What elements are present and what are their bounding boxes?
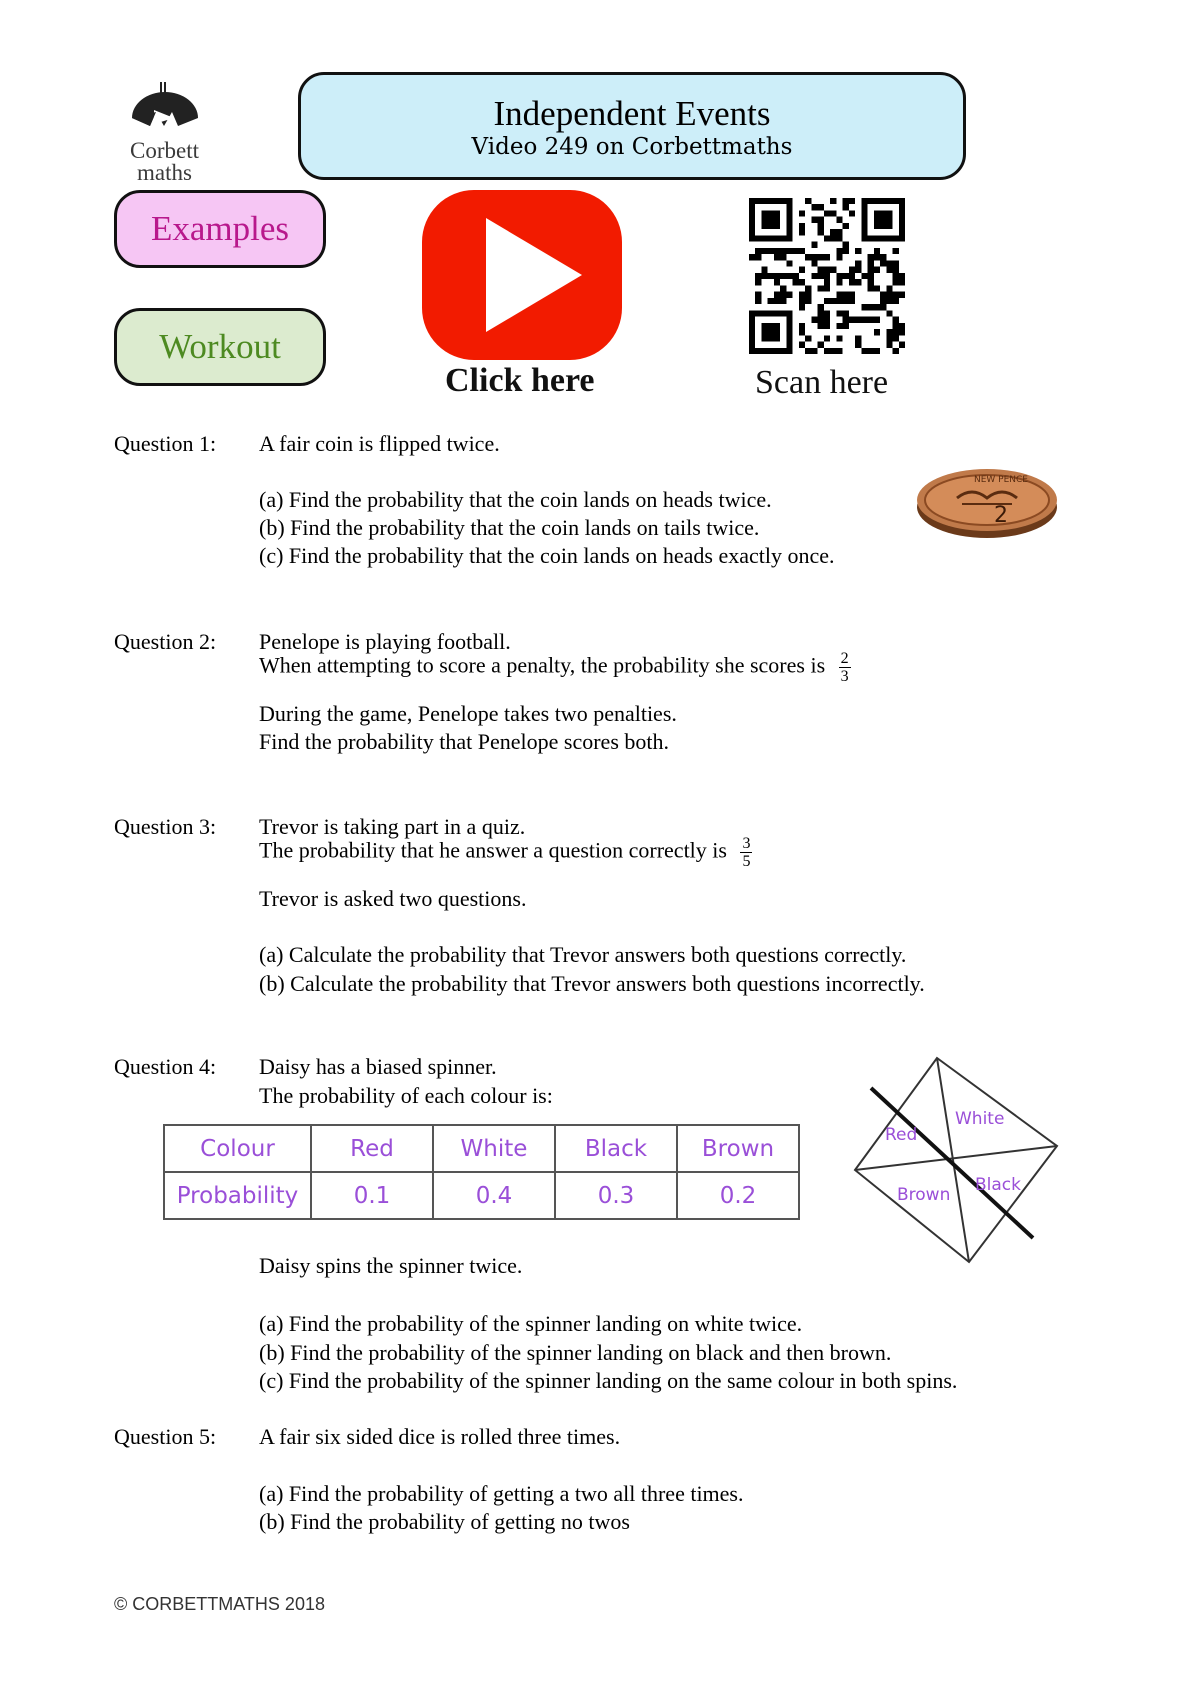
table-cell: 0.1 [311, 1172, 433, 1219]
youtube-play-button[interactable] [422, 190, 622, 360]
logo-emblem-icon [112, 80, 217, 142]
spinner-label-brown: Brown [897, 1185, 951, 1205]
spinner-label-red: Red [885, 1125, 918, 1145]
question-2-label: Question 2: [114, 629, 217, 654]
question-3-line-2-text: The probability that he answer a question correctly is [259, 837, 727, 863]
spinner-label-white: White [955, 1109, 1005, 1129]
question-3-part-a: (a) Calculate the probability that Trevor answers both questions correctly. [259, 942, 907, 967]
examples-button[interactable]: Examples [114, 190, 326, 268]
workout-button[interactable]: Workout [114, 308, 326, 386]
question-2-line-3: During the game, Penelope takes two penalties. [259, 701, 677, 726]
question-5-part-b: (b) Find the probability of getting no twos [259, 1509, 630, 1534]
fraction-numerator: 3 [742, 835, 751, 852]
question-3-line-2 [259, 835, 752, 870]
page-title: Independent Events [493, 94, 771, 133]
question-3-part-b: (b) Calculate the probability that Trevor answers both questions incorrectly. [259, 971, 925, 996]
table-row [164, 1172, 799, 1219]
question-5-line-1: A fair six sided dice is rolled three times. [259, 1424, 621, 1449]
question-3-line-3: Trevor is asked two questions. [259, 886, 527, 911]
question-2-line-2-text: When attempting to score a penalty, the probability she scores is [259, 652, 826, 678]
question-4-line-2: The probability of each colour is: [259, 1083, 553, 1108]
question-1-intro: A fair coin is flipped twice. [259, 431, 500, 456]
question-1-part-b: (b) Find the probability that the coin lands on tails twice. [259, 515, 760, 540]
fraction-three-fifths [740, 835, 752, 870]
copyright-footer: © CORBETTMATHS 2018 [114, 1594, 325, 1614]
table-cell: 0.3 [555, 1172, 677, 1219]
question-3-line-1: Trevor is taking part in a quiz. [259, 814, 526, 839]
table-row [164, 1125, 799, 1172]
corbettmaths-logo [112, 80, 222, 190]
spinner-label-black: Black [975, 1175, 1021, 1195]
question-1-label: Question 1: [114, 431, 217, 456]
table-header-cell: Red [311, 1125, 433, 1172]
coin-text: NEW PENCE [974, 475, 1028, 485]
click-here-link[interactable]: Click here [445, 362, 595, 399]
fraction-denominator: 5 [742, 853, 751, 870]
logo-line-corbett: Corbett [130, 138, 199, 163]
question-4-part-a: (a) Find the probability of the spinner landing on white twice. [259, 1311, 803, 1336]
question-4-label: Question 4: [114, 1054, 217, 1079]
two-pence-coin-image [912, 460, 1062, 542]
qr-code-icon[interactable] [749, 198, 905, 354]
question-2-line-1: Penelope is playing football. [259, 629, 511, 654]
question-3-label: Question 3: [114, 814, 217, 839]
fraction-two-thirds [839, 650, 851, 685]
question-2-line-2 [259, 650, 851, 685]
question-1-part-c: (c) Find the probability that the coin lands on heads exactly once. [259, 543, 835, 568]
fraction-denominator: 3 [840, 668, 849, 685]
logo-line-maths: maths [137, 160, 192, 185]
scan-here-label: Scan here [755, 364, 889, 401]
table-cell: Probability [164, 1172, 311, 1219]
question-4-line-3: Daisy spins the spinner twice. [259, 1253, 523, 1278]
probability-table [163, 1124, 800, 1220]
table-header-cell: Colour [164, 1125, 311, 1172]
table-header-cell: White [433, 1125, 555, 1172]
table-header-cell: Black [555, 1125, 677, 1172]
question-5-part-a: (a) Find the probability of getting a two all three times. [259, 1481, 744, 1506]
question-4-part-b: (b) Find the probability of the spinner landing on black and then brown. [259, 1340, 892, 1365]
title-box [298, 72, 966, 180]
play-icon [422, 190, 622, 360]
fraction-numerator: 2 [840, 650, 849, 667]
spinner-diagram [845, 1050, 1065, 1270]
table-cell: 0.4 [433, 1172, 555, 1219]
coin-value: 2 [994, 503, 1008, 528]
question-4-line-1: Daisy has a biased spinner. [259, 1054, 497, 1079]
question-4-part-c: (c) Find the probability of the spinner landing on the same colour in both spins. [259, 1368, 958, 1393]
question-1-part-a: (a) Find the probability that the coin lands on heads twice. [259, 487, 772, 512]
page-subtitle: Video 249 on Corbettmaths [471, 134, 793, 160]
question-5-label: Question 5: [114, 1424, 217, 1449]
table-header-cell: Brown [677, 1125, 799, 1172]
question-2-line-4: Find the probability that Penelope scores both. [259, 729, 669, 754]
table-cell: 0.2 [677, 1172, 799, 1219]
